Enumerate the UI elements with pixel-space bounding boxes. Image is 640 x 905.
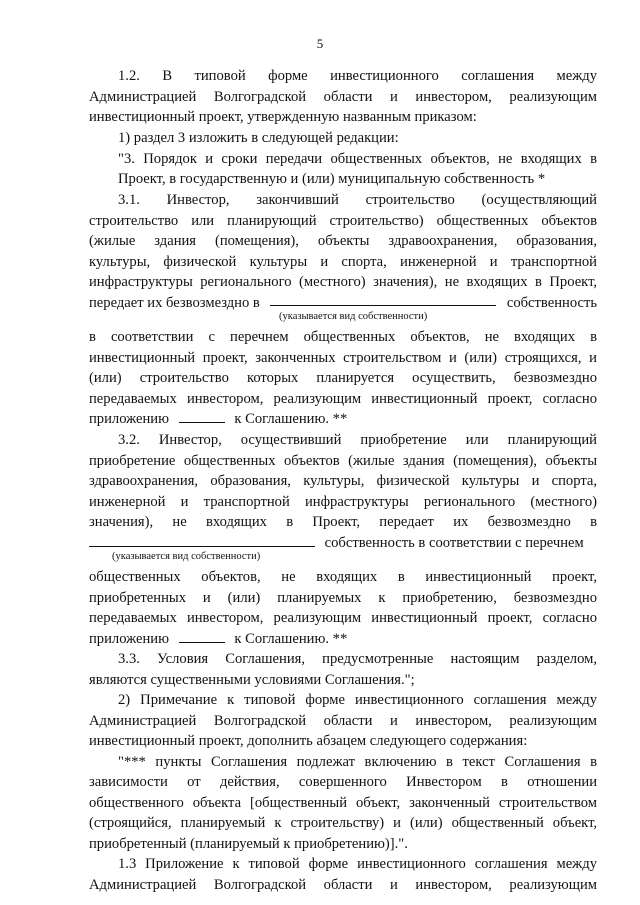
text-line: 1) раздел 3 изложить в следующей редакции: — [118, 130, 399, 146]
blank-field — [89, 534, 315, 547]
text-line: 2) Примечание к типовой форме инвестиционного соглашения между — [118, 692, 597, 708]
text-line: "3. Порядок и сроки передачи общественных объектов, не входящих в — [118, 151, 597, 167]
text-line: передаваемых инвестором, реализующим инвестиционный проект, согласно — [89, 610, 597, 626]
text-line: инвестиционный проект, законченных строительством и (или) строящихся, и — [89, 350, 597, 366]
text-line: в соответствии с перечнем общественных объектов, не входящих в — [89, 329, 597, 345]
text-line: строительство или планирующий строительство) общественных объектов — [89, 213, 597, 229]
text-fragment: приложению — [89, 631, 170, 647]
field-note: (указывается вид собственности) — [279, 311, 428, 322]
blank-field — [270, 293, 496, 306]
text-line: инфраструктуры регионального (местного) значения), не входящих в Проект, — [89, 274, 597, 290]
text-line: Администрацией Волгоградской области и инвестором, реализующим — [89, 877, 597, 893]
text-line: здравоохранения, образования, культуры, физической культуры и спорта, — [89, 473, 597, 489]
text-line: 1.3 Приложение к типовой форме инвестиционного соглашения между — [118, 856, 597, 872]
text-line: приобретение общественных объектов (жилые здания (помещения), объекты — [89, 453, 597, 469]
text-line: Проект, в государственную и (или) муниципальную собственность * — [118, 171, 546, 187]
text-fragment: передает их безвозмездно в — [89, 295, 260, 311]
text-line: (строящийся, планируемый к строительству) и (или) общественный объект, — [89, 815, 597, 831]
field-note: (указывается вид собственности) — [112, 551, 261, 562]
text-line: значения), не входящих в Проект, передает их безвозмездно в — [89, 514, 597, 530]
text-fragment: собственность в соответствии с перечнем — [324, 535, 584, 551]
text-fragment: к Соглашению. ** — [234, 411, 348, 427]
text-fragment: приложению — [89, 411, 170, 427]
text-line: 3.3. Условия Соглашения, предусмотренные настоящим разделом, — [118, 651, 597, 667]
text-line: общественного объекта [общественный объект, законченный строительством — [89, 795, 597, 811]
text-line: передаваемых инвестором, реализующим инвестиционный проект, согласно — [89, 391, 597, 407]
text-line: инвестиционный проект, дополнить абзацем следующего содержания: — [89, 733, 528, 749]
blank-field — [179, 410, 225, 423]
blank-field — [179, 630, 225, 643]
text-line: 1.2. В типовой форме инвестиционного соглашения между — [118, 68, 597, 84]
text-line: 3.2. Инвестор, осуществивший приобретение или планирующий — [118, 432, 597, 448]
text-line: приобретенный (планируемый к приобретению)].". — [89, 836, 408, 852]
text-line: приобретенных и (или) планируемых к приобретению, безвозмездно — [89, 590, 597, 606]
text-line-with-blank — [89, 409, 597, 429]
text-line: культуры, физической культуры и спорта, инженерной и транспортной — [89, 254, 597, 270]
text-line: инвестиционный проект, утвержденную названным приказом: — [89, 109, 477, 125]
text-line: общественных объектов, не входящих в инвестиционный проект, — [89, 569, 597, 585]
page-number: 5 — [316, 36, 324, 51]
text-line: инженерной и транспортной инфраструктуры регионального (местного) — [89, 494, 597, 510]
text-fragment: к Соглашению. ** — [234, 631, 348, 647]
text-fragment: собственность — [506, 295, 597, 311]
text-line: зависимости от действия, совершенного Инвестором в отношении — [89, 774, 597, 790]
text-line: (жилые здания (помещения), объекты здравоохранения, образования, — [89, 233, 597, 249]
text-line: Администрацией Волгоградской области и инвестором, реализующим — [89, 89, 597, 105]
text-line-with-blank — [89, 629, 597, 649]
text-line: "*** пункты Соглашения подлежат включению в текст Соглашения в — [118, 754, 597, 770]
text-line: являются существенными условиями Соглашения."; — [89, 672, 415, 688]
text-line: 3.1. Инвестор, закончивший строительство (осуществляющий — [118, 192, 597, 208]
text-line: Администрацией Волгоградской области и инвестором, реализующим — [89, 713, 597, 729]
text-line: (или) строительство которых планируется осуществить, безвозмездно — [89, 370, 597, 386]
